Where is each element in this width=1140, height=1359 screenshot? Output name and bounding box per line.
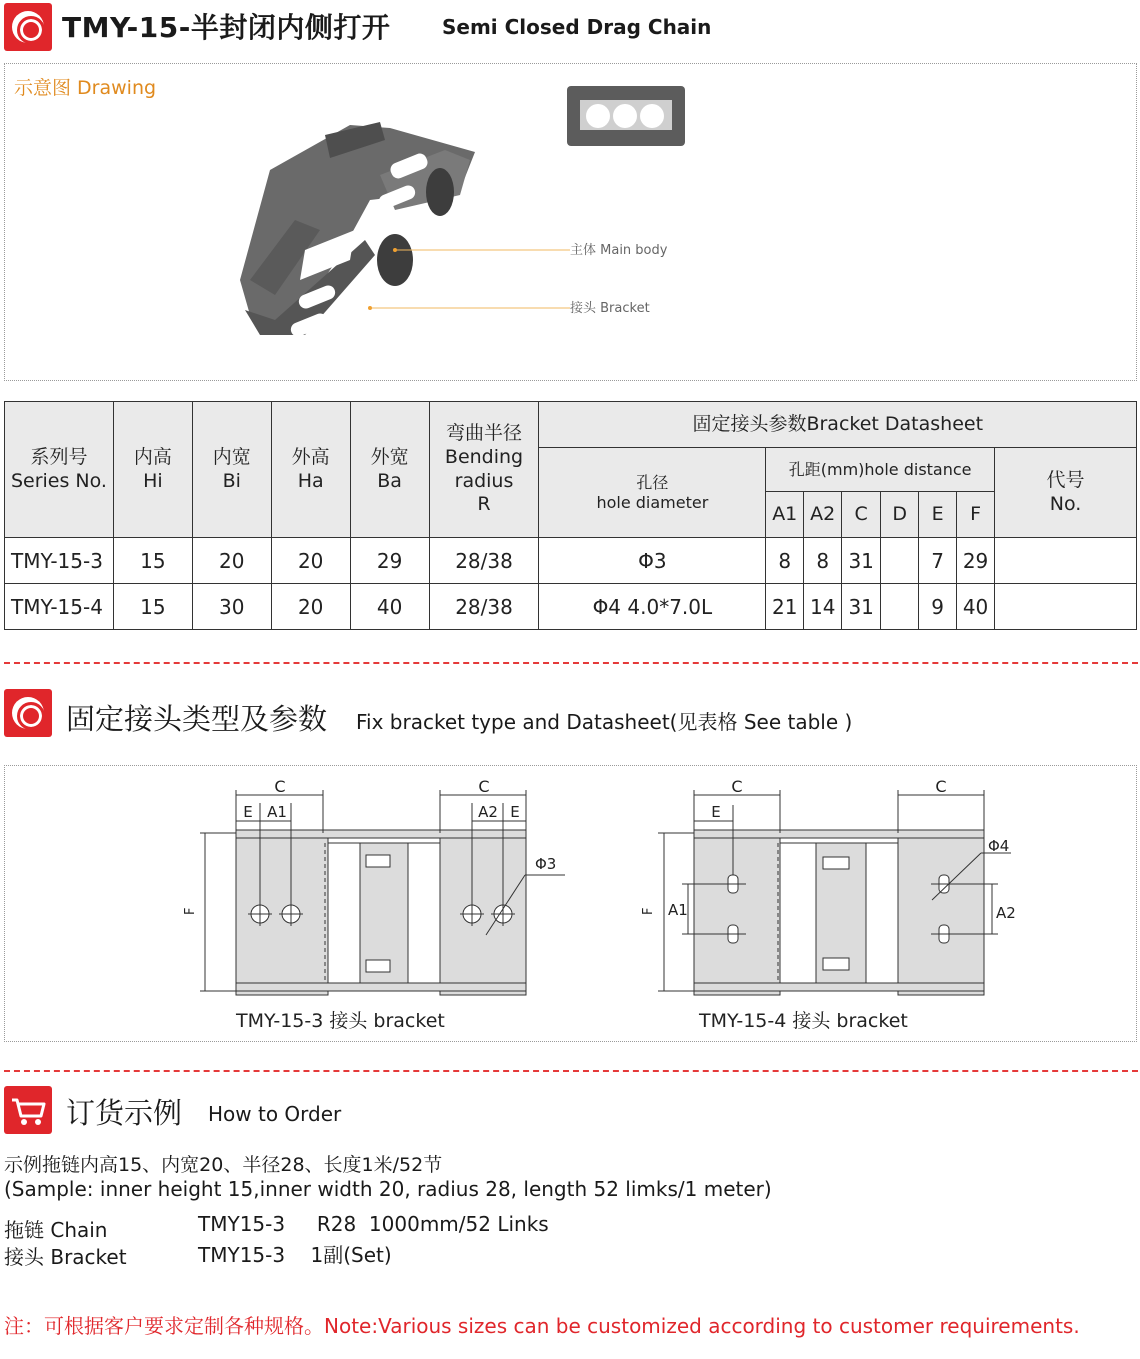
svg-text:F: F bbox=[183, 907, 198, 915]
section3-title-cn: 订货示例 bbox=[66, 1096, 183, 1130]
svg-text:E: E bbox=[243, 803, 253, 821]
section2-title-cn: 固定接头类型及参数 bbox=[66, 702, 328, 736]
chain-value: TMY15-3 R28 1000mm/52 Links bbox=[198, 1212, 549, 1236]
callout-bracket: 接头 Bracket bbox=[570, 301, 650, 316]
th-f: F bbox=[957, 492, 995, 538]
divider bbox=[4, 662, 1138, 664]
bracket-value: TMY15-3 1副(Set) bbox=[198, 1243, 392, 1267]
svg-text:A2: A2 bbox=[996, 904, 1016, 922]
chain-label: 拖链 Chain bbox=[4, 1218, 108, 1242]
th-radius: 弯曲半径 Bending radius R bbox=[429, 402, 539, 538]
th-bracket-datasheet: 固定接头参数Bracket Datasheet bbox=[539, 402, 1137, 448]
bracket-diagram-tmy15-4 bbox=[636, 775, 1036, 1037]
th-e: E bbox=[919, 492, 957, 538]
th-code: 代号 No. bbox=[995, 448, 1137, 538]
svg-text:A2: A2 bbox=[478, 803, 498, 821]
page-title-cn: TMY-15-半封闭内侧打开 bbox=[62, 11, 391, 44]
bracket-diagram-tmy15-3 bbox=[180, 775, 557, 1037]
diagram1-caption: TMY-15-3 接头 bracket bbox=[236, 1010, 445, 1032]
th-d: D bbox=[881, 492, 919, 538]
callout-main-body: 主体 Main body bbox=[570, 243, 668, 258]
table-row: TMY-15-4 15 30 20 40 28/38 Φ4 4.0*7.0L 21 14 31 9 40 bbox=[5, 584, 1137, 630]
svg-text:C: C bbox=[478, 777, 490, 796]
brand-badge-icon bbox=[4, 3, 52, 51]
th-ba: 外宽 Ba bbox=[350, 402, 429, 538]
svg-text:E: E bbox=[711, 803, 721, 821]
th-hole-distance: 孔距(mm)hole distance bbox=[766, 448, 995, 492]
svg-text:C: C bbox=[274, 777, 286, 796]
th-a2: A2 bbox=[804, 492, 842, 538]
th-hole-diameter: 孔径 hole diameter bbox=[539, 448, 766, 538]
section-badge-icon bbox=[4, 689, 52, 737]
sample-cn: 示例拖链内高15、内宽20、半径28、长度1米/52节 bbox=[4, 1154, 443, 1176]
section3-title-en: How to Order bbox=[208, 1102, 342, 1126]
cart-icon bbox=[4, 1086, 52, 1134]
svg-text:C: C bbox=[935, 777, 947, 796]
table-row: TMY-15-3 15 20 20 29 28/38 Φ3 8 8 31 7 29 bbox=[5, 538, 1137, 584]
end-view-icon bbox=[567, 86, 685, 146]
svg-text:A1: A1 bbox=[668, 901, 688, 919]
th-c: C bbox=[842, 492, 881, 538]
sample-en: (Sample: inner height 15,inner width 20, radius 28, length 52 limks/1 meter) bbox=[4, 1177, 772, 1201]
drag-chain-illustration bbox=[230, 80, 690, 370]
spec-table bbox=[4, 401, 1137, 630]
svg-text:C: C bbox=[731, 777, 743, 796]
section2-title-en: Fix bracket type and Datasheet(见表格 See table ) bbox=[356, 710, 853, 734]
th-ha: 外高 Ha bbox=[271, 402, 350, 538]
svg-text:A1: A1 bbox=[267, 803, 287, 821]
svg-text:F: F bbox=[641, 907, 656, 915]
svg-text:Φ4: Φ4 bbox=[988, 837, 1010, 855]
bracket-label: 接头 Bracket bbox=[4, 1245, 127, 1269]
diagram2-caption: TMY-15-4 接头 bracket bbox=[699, 1010, 908, 1032]
th-hi: 内高 Hi bbox=[113, 402, 192, 538]
page-title-en: Semi Closed Drag Chain bbox=[442, 15, 712, 39]
drawing-label: 示意图 Drawing bbox=[14, 77, 157, 99]
customization-note: 注：可根据客户要求定制各种规格。Note:Various sizes can be customized according to customer requirements. bbox=[4, 1314, 1080, 1338]
svg-text:Φ3: Φ3 bbox=[535, 855, 557, 873]
divider bbox=[4, 1070, 1138, 1072]
th-a1: A1 bbox=[766, 492, 804, 538]
chain-body-icon bbox=[240, 122, 475, 339]
th-bi: 内宽 Bi bbox=[192, 402, 271, 538]
svg-text:E: E bbox=[510, 803, 520, 821]
th-series: 系列号 Series No. bbox=[5, 402, 114, 538]
